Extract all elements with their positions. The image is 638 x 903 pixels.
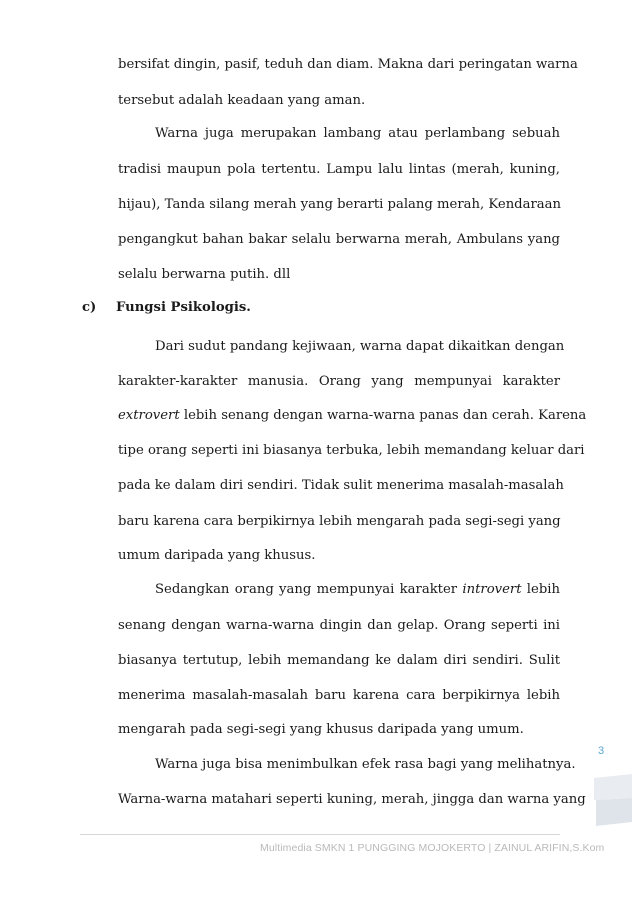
text-line: hijau), Tanda silang merah yang berarti palang merah, Kendaraan xyxy=(118,197,562,212)
page-corner-decoration xyxy=(586,770,638,830)
text-line: biasanya tertutup, lebih memandang ke dalam diri sendiri. Sulit xyxy=(118,653,560,668)
italic-term: extrovert xyxy=(118,408,180,423)
text-line: Warna juga merupakan lambang atau perlambang sebuah xyxy=(155,126,560,141)
text-line: menerima masalah-masalah baru karena cara berpikirnya lebih xyxy=(118,688,560,703)
text-line: Warna juga bisa menimbulkan efek rasa bagi yang melihatnya. xyxy=(155,757,576,772)
text-line: mengarah pada segi-segi yang khusus daripada yang umum. xyxy=(118,722,524,737)
text-line: Warna-warna matahari seperti kuning, merah, jingga dan warna yang xyxy=(118,792,586,807)
text-line xyxy=(118,406,587,426)
text-line: tersebut adalah keadaan yang aman. xyxy=(118,93,366,108)
section-number: c) xyxy=(82,300,97,315)
text-line: bersifat dingin, pasif, teduh dan diam. Makna dari peringatan warna xyxy=(118,57,578,72)
text-line: pada ke dalam diri sendiri. Tidak sulit menerima masalah-masalah xyxy=(118,478,564,493)
page-number: 3 xyxy=(598,745,605,757)
text-line: pengangkut bahan bakar selalu berwarna merah, Ambulans yang xyxy=(118,232,560,247)
text-line: umum daripada yang khusus. xyxy=(118,548,316,563)
text-line: selalu berwarna putih. dll xyxy=(118,267,291,282)
italic-term: introvert xyxy=(462,582,522,597)
text-line: karakter-karakter manusia. Orang yang mempunyai karakter xyxy=(118,374,560,389)
text-line: Dari sudut pandang kejiwaan, warna dapat dikaitkan dengan xyxy=(155,339,565,354)
footer-divider xyxy=(80,834,560,835)
text-line xyxy=(155,580,560,600)
text-line: tradisi maupun pola tertentu. Lampu lalu lintas (merah, kuning, xyxy=(118,162,560,177)
text-span: Sedangkan orang yang mempunyai karakter xyxy=(155,582,463,597)
footer-text: Multimedia SMKN 1 PUNGGING MOJOKERTO | ZAINUL ARIFIN,S.Kom xyxy=(260,842,605,854)
section-heading xyxy=(82,298,251,318)
text-line: tipe orang seperti ini biasanya terbuka, lebih memandang keluar dari xyxy=(118,443,585,458)
section-title: Fungsi Psikologis. xyxy=(116,300,251,315)
text-line: senang dengan warna-warna dingin dan gelap. Orang seperti ini xyxy=(118,618,560,633)
text-line: baru karena cara berpikirnya lebih mengarah pada segi-segi yang xyxy=(118,514,561,529)
text-span: lebih xyxy=(521,582,560,597)
text-span: lebih senang dengan warna-warna panas dan cerah. Karena xyxy=(179,408,587,423)
